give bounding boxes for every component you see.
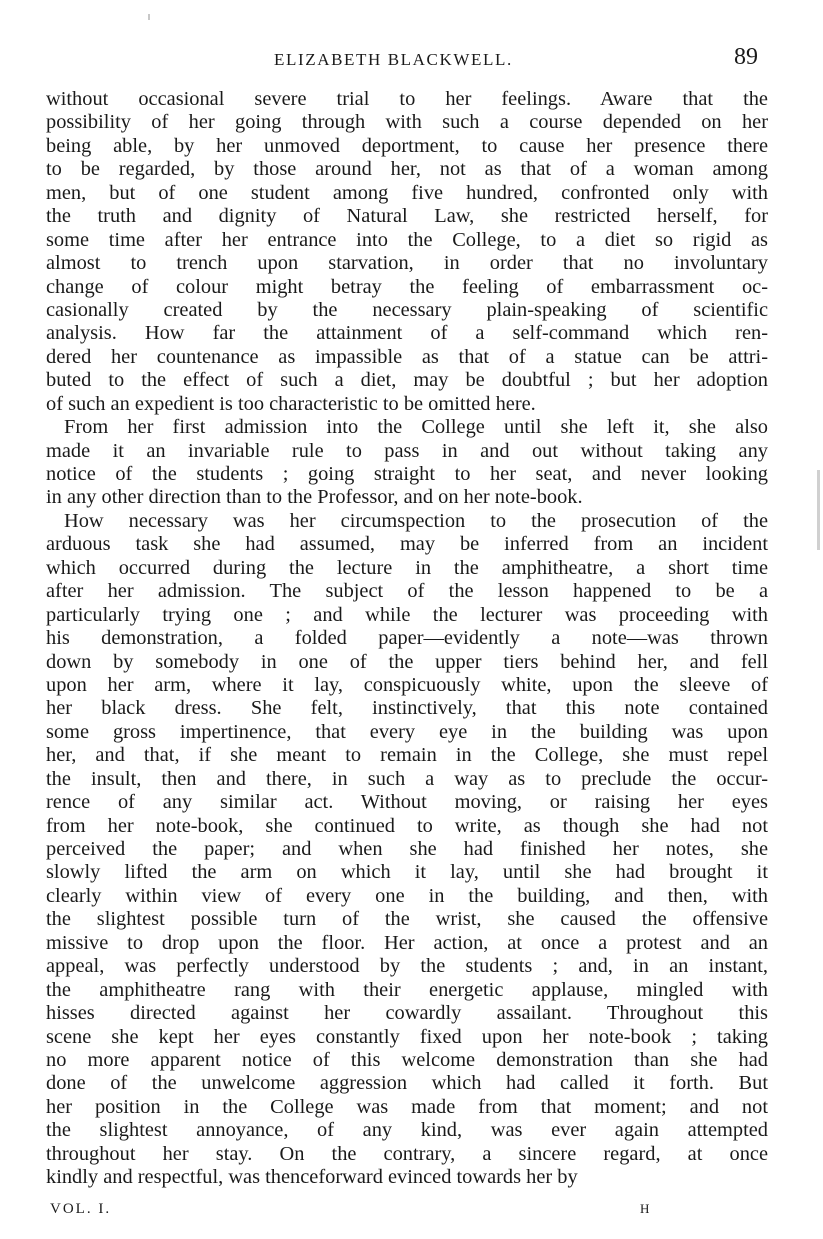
text-line: From her first admission into the College until she left it, she also: [64, 416, 768, 439]
text-line: hisses directed against her cowardly assailant. Throughout this: [46, 1002, 768, 1025]
text-line: change of colour might betray the feeling of embarrassment oc-: [46, 275, 768, 298]
text-line: clearly within view of every one in the building, and then, with: [46, 884, 768, 907]
text-line: of such an expedient is too characteristic to be omitted here.: [46, 392, 536, 415]
text-line: notice of the students ; going straight to her seat, and never looking: [46, 463, 768, 485]
text-line: slowly lifted the arm on which it lay, until she had brought it: [46, 861, 768, 884]
scan-mark: [148, 14, 150, 20]
text-line: in any other direction than to the Professor, and on her note-book.: [46, 486, 583, 509]
volume-marker: VOL. I.: [50, 1201, 112, 1217]
text-line: being able, by her unmoved deportment, to cause her presence there: [46, 134, 768, 157]
text-line: done of the unwelcome aggression which had called it forth. But: [46, 1072, 768, 1095]
text-line: the insult, then and there, in such a way as to preclude the occur-: [46, 767, 768, 790]
text-line: possibility of her going through with such a course depended on her: [46, 111, 768, 134]
text-line: some gross impertinence, that every eye in the building was upon: [46, 720, 768, 743]
page-number: 89: [734, 44, 758, 70]
text-line: How necessary was her circumspection to the prosecution of the: [64, 509, 768, 532]
text-line: the slightest annoyance, of any kind, was ever again attempted: [46, 1119, 768, 1142]
text-line: scene she kept her eyes constantly fixed upon her note-book ; taking: [46, 1025, 768, 1048]
text-line: upon her arm, where it lay, conspicuously white, upon the sleeve of: [46, 673, 768, 696]
text-line: without occasional severe trial to her feelings. Aware that the: [46, 88, 768, 110]
running-head: ELIZABETH BLACKWELL.: [274, 50, 513, 69]
text-line: made it an invariable rule to pass in and out without taking any: [46, 439, 768, 462]
text-line: his demonstration, a folded paper—evidently a note—was thrown: [46, 627, 768, 650]
text-line: perceived the paper; and when she had finished her notes, she: [46, 838, 768, 860]
text-line: which occurred during the lecture in the amphitheatre, a short time: [46, 556, 768, 579]
text-line: men, but of one student among five hundred, confronted only with: [46, 181, 768, 204]
signature-mark: H: [640, 1201, 650, 1216]
text-line: her black dress. She felt, instinctively, that this note contained: [46, 697, 768, 720]
text-line: her, and that, if she meant to remain in the College, she must repel: [46, 744, 768, 767]
page-edge-shadow: [817, 470, 820, 550]
text-line: casionally created by the necessary plain-speaking of scientific: [46, 298, 768, 321]
text-line: the truth and dignity of Natural Law, she restricted herself, for: [46, 205, 768, 228]
text-line: analysis. How far the attainment of a self-command which ren-: [46, 322, 768, 345]
text-line: the slightest possible turn of the wrist, she caused the offensive: [46, 908, 768, 931]
text-line: rence of any similar act. Without moving, or raising her eyes: [46, 791, 768, 814]
text-line: arduous task she had assumed, may be inferred from an incident: [46, 533, 768, 556]
text-line: the amphitheatre rang with their energetic applause, mingled with: [46, 978, 768, 1001]
text-line: almost to trench upon starvation, in order that no involuntary: [46, 252, 768, 275]
text-line: appeal, was perfectly understood by the students ; and, in an instant,: [46, 955, 768, 978]
body-text: [46, 88, 768, 1190]
text-line: throughout her stay. On the contrary, a sincere regard, at once: [46, 1142, 768, 1165]
text-line: from her note-book, she continued to write, as though she had not: [46, 814, 768, 837]
text-line: no more apparent notice of this welcome demonstration than she had: [46, 1048, 768, 1071]
text-line: to be regarded, by those around her, not as that of a woman among: [46, 158, 768, 181]
text-line: particularly trying one ; and while the lecturer was proceeding with: [46, 603, 768, 626]
text-line: down by somebody in one of the upper tiers behind her, and fell: [46, 650, 768, 673]
text-line: after her admission. The subject of the lesson happened to be a: [46, 580, 768, 603]
text-line: buted to the effect of such a diet, may be doubtful ; but her adoption: [46, 369, 768, 392]
text-line: her position in the College was made from that moment; and not: [46, 1095, 768, 1118]
text-line: dered her countenance as impassible as that of a statue can be attri-: [46, 345, 768, 368]
text-line: missive to drop upon the floor. Her action, at once a protest and an: [46, 931, 768, 954]
text-line: kindly and respectful, was thenceforward evinced towards her by: [46, 1166, 578, 1189]
text-line: some time after her entrance into the College, to a diet so rigid as: [46, 228, 768, 251]
